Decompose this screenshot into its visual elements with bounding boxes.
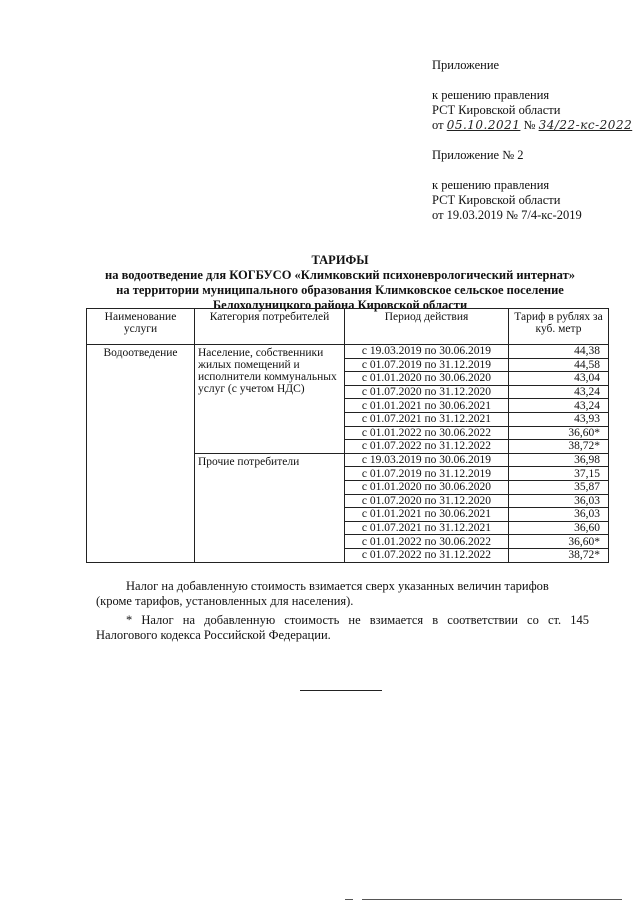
tariff-value-cell: 43,24	[509, 399, 609, 413]
tariff-value-cell: 43,93	[509, 412, 609, 426]
title-line-2: на водоотведение для КОГБУСО «Климковский психоневрологический интернат»	[105, 268, 575, 282]
period-cell: с 01.01.2020 по 30.06.2020	[345, 372, 509, 386]
period-cell: с 01.07.2021 по 31.12.2021	[345, 412, 509, 426]
vat-note-line-2: (кроме тарифов, установленных для населения).	[96, 594, 354, 608]
tariff-value-cell: 38,72*	[509, 440, 609, 454]
tariff-value-cell: 43,04	[509, 372, 609, 386]
decision2-line-2: РСТ Кировской области	[432, 193, 561, 207]
tariff-value-cell: 44,38	[509, 345, 609, 359]
tariff-value-cell: 44,58	[509, 358, 609, 372]
period-cell: с 01.01.2022 по 30.06.2022	[345, 426, 509, 440]
tariff-value-cell: 36,98	[509, 453, 609, 467]
vat-note-line-1: Налог на добавленную стоимость взимается сверх указанных величин тарифов	[126, 579, 549, 593]
document-title	[60, 253, 620, 313]
period-cell: с 01.07.2022 по 31.12.2022	[345, 548, 509, 562]
bottom-dash	[345, 899, 353, 900]
appendix-label: Приложение	[432, 58, 500, 72]
category-cell: Население, собственники жилых помещений и исполнители коммунальных услуг (с учетом НДС)	[195, 345, 345, 454]
star-note	[96, 613, 589, 643]
tariff-value-cell: 36,03	[509, 508, 609, 522]
title-line-4: Белохолуницкого района Кировской области	[212, 298, 468, 312]
table-header-row	[87, 309, 609, 345]
period-cell: с 01.01.2021 по 30.06.2021	[345, 399, 509, 413]
header-service: Наименование услуги	[87, 309, 195, 345]
category-cell: Прочие потребители	[195, 453, 345, 562]
period-cell: с 01.07.2020 по 31.12.2020	[345, 494, 509, 508]
separator-line	[300, 690, 382, 691]
header-category: Категория потребителей	[195, 309, 345, 345]
handwritten-number: 34/22-кс-2022	[538, 118, 633, 132]
header-period: Период действия	[345, 309, 509, 345]
tariff-value-cell: 36,03	[509, 494, 609, 508]
header-tariff: Тариф в рублях за куб. метр	[509, 309, 609, 345]
appendix-2-label: Приложение № 2	[432, 148, 524, 162]
period-cell: с 01.07.2021 по 31.12.2021	[345, 521, 509, 535]
number-prefix: №	[523, 118, 536, 132]
period-cell: с 19.03.2019 по 30.06.2019	[345, 345, 509, 359]
table-body	[87, 345, 609, 563]
period-cell: с 01.01.2022 по 30.06.2022	[345, 535, 509, 549]
period-cell: с 01.01.2020 по 30.06.2020	[345, 480, 509, 494]
star-note-line-1: * Налог на добавленную стоимость не взимается в соответствии со ст. 145	[126, 613, 590, 627]
period-cell: с 01.01.2021 по 30.06.2021	[345, 508, 509, 522]
vat-note	[96, 579, 549, 609]
star-note-line-2: Налогового кодекса Российской Федерации.	[96, 628, 331, 642]
period-cell: с 01.07.2019 по 31.12.2019	[345, 358, 509, 372]
period-cell: с 01.07.2022 по 31.12.2022	[345, 440, 509, 454]
period-cell: с 01.07.2019 по 31.12.2019	[345, 467, 509, 481]
tariff-value-cell: 38,72*	[509, 548, 609, 562]
date-prefix: от	[432, 118, 444, 132]
tariff-value-cell: 37,15	[509, 467, 609, 481]
appendix-header	[432, 58, 632, 223]
tariff-value-cell: 35,87	[509, 480, 609, 494]
decision-line-2: РСТ Кировской области	[432, 103, 561, 117]
tariff-value-cell: 36,60*	[509, 426, 609, 440]
tariff-table	[86, 308, 609, 563]
period-cell: с 19.03.2019 по 30.06.2019	[345, 453, 509, 467]
service-name-cell: Водоотведение	[87, 345, 195, 563]
decision2-line-1: к решению правления	[432, 178, 550, 192]
tariff-value-cell: 43,24	[509, 385, 609, 399]
title-line-1: ТАРИФЫ	[311, 253, 369, 267]
handwritten-date: 05.10.2021	[446, 118, 521, 132]
decision-line-1: к решению правления	[432, 88, 550, 102]
title-line-3: на территории муниципального образования Климковское сельское поселение	[116, 283, 564, 297]
period-cell: с 01.07.2020 по 31.12.2020	[345, 385, 509, 399]
tariff-value-cell: 36,60	[509, 521, 609, 535]
tariff-value-cell: 36,60*	[509, 535, 609, 549]
decision2-line-3: от 19.03.2019 № 7/4-кс-2019	[432, 208, 582, 222]
table-row	[87, 345, 609, 359]
bottom-line	[362, 899, 622, 900]
decision-date-line	[432, 118, 632, 133]
